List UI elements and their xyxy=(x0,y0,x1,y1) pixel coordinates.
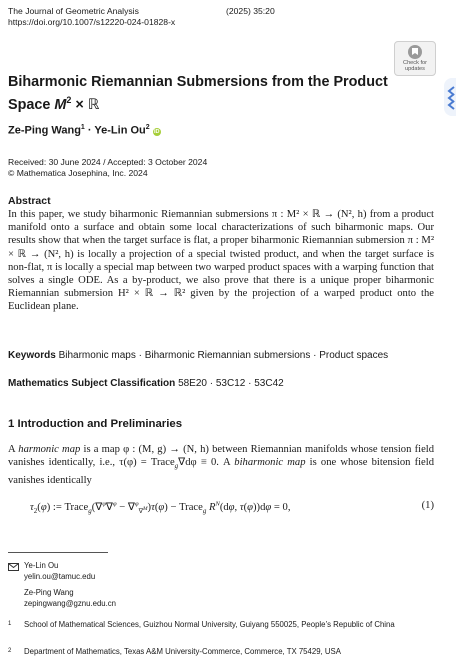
corresponding-author-name: Ye-Lin Ou xyxy=(24,561,59,570)
equation-number: (1) xyxy=(421,500,434,511)
equation-1 xyxy=(30,500,434,515)
intro-part-3: ∇dφ ≡ 0. A xyxy=(178,457,235,469)
abstract-heading: Abstract xyxy=(8,195,51,207)
intro-term-biharmonic-map: biharmonic map xyxy=(234,457,306,469)
author-2-affiliation: 2 xyxy=(145,124,150,131)
second-author-email[interactable]: zepingwang@gznu.edu.cn xyxy=(24,599,117,608)
paper-title-math: $M^2$ × ℝ xyxy=(54,95,100,113)
msc-value: 58E20 · 53C12 · 53C42 xyxy=(178,378,284,389)
footnote-divider xyxy=(8,552,108,553)
journal-volume: (2025) 35:20 xyxy=(226,6,275,16)
paper-title-line2-prefix: Space xyxy=(8,96,55,113)
author-separator: · xyxy=(84,124,95,137)
keywords xyxy=(8,350,388,361)
received-accepted-dates: Received: 30 June 2024 / Accepted: 3 October 2024 xyxy=(8,157,208,167)
intro-term-harmonic-map: harmonic map xyxy=(18,444,81,455)
affiliation-2: Department of Mathematics, Texas A&M University-Commerce, Commerce, TX 75429, USA xyxy=(24,647,341,656)
keywords-label: Keywords xyxy=(8,350,56,361)
mail-icon xyxy=(8,563,19,571)
check-for-updates-icon xyxy=(407,44,423,60)
author-1-affiliation: 1 xyxy=(80,124,85,131)
check-for-updates-line1: Check for xyxy=(403,60,427,66)
corresponding-author-email[interactable]: yelin.ou@tamuc.edu xyxy=(24,572,96,581)
affiliation-2-mark: 2 xyxy=(8,648,12,654)
check-for-updates-button[interactable] xyxy=(394,41,436,76)
equation-body: $\tau_2(\varphi)$ := Trace$_g$(∇$^\varphi$∇$^\varphi$ − ∇$^\varphi_{\nabla^M}$)τ(φ) − Trace$_g$ $R^N(d\varphi$, τ(φ))dφ = 0, xyxy=(30,500,291,515)
keywords-value: Biharmonic maps · Biharmonic Riemannian submersions · Product spaces xyxy=(58,350,389,361)
chevron-left-icon xyxy=(444,78,456,116)
journal-name: The Journal of Geometric Analysis xyxy=(8,6,139,16)
intro-part-4: is one whose bitension field vanishes identically xyxy=(8,457,434,486)
author-1-name: Ze-Ping Wang xyxy=(8,124,81,137)
affiliation-1-mark: 1 xyxy=(8,621,12,627)
second-author-name: Ze-Ping Wang xyxy=(24,588,74,597)
doi-link[interactable]: https://doi.org/10.1007/s12220-024-01828-x xyxy=(8,17,176,27)
author-list xyxy=(8,124,161,137)
copyright-notice: © Mathematica Josephina, Inc. 2024 xyxy=(8,168,148,178)
section-heading: 1 Introduction and Preliminaries xyxy=(8,418,183,430)
intro-part-2: is a map φ : (M, g) → (N, h) between Riemannian manifolds whose tension field vanishes identically, i.e., τ(φ) = Trace xyxy=(8,444,435,469)
affiliation-1: School of Mathematical Sciences, Guizhou Normal University, Guiyang 550025, People’s Republic of China xyxy=(24,620,395,629)
orcid-icon[interactable]: iD xyxy=(153,128,160,135)
paper-title xyxy=(8,73,388,114)
intro-paragraph: A harmonic map is a map φ : (M, g) → (N, h) between Riemannian manifolds whose tension field vanishes identically, i.e., τ(φ) = Trace$_g$∇dφ ≡ 0. A biharmonic map is one whose bitension field vanishes identically xyxy=(8,444,435,486)
intro-part-1: A xyxy=(8,444,19,455)
paper-title-line2 xyxy=(8,91,388,114)
msc-label: Mathematics Subject Classification xyxy=(8,378,176,389)
abstract-text: In this paper, we study biharmonic Riemannian submersions π : M² × ℝ → (N², h) from a product manifold onto a surface and obtain some local characterizations of such biharmonic maps. Our results show that when the target surface is flat, a proper biharmonic Riemannian submersion π : M² × ℝ → (N², h) is locally a projection of a special twisted product, and when the target surface is non-flat, π is locally a special map between two warped product spaces with a warping function that solves a single ODE. As a by-product, we also prove that there is a unique proper biharmonic Riemannian submersion H² × ℝ → ℝ² given by the projection of a warped product onto the Euclidean plane. xyxy=(8,209,434,313)
check-for-updates-line2: updates xyxy=(405,66,425,72)
author-2-name: Ye-Lin Ou xyxy=(94,124,146,137)
side-panel-tab[interactable] xyxy=(444,78,456,116)
paper-title-line1: Biharmonic Riemannian Submersions from the Product xyxy=(8,74,388,90)
subject-classification xyxy=(8,378,284,389)
